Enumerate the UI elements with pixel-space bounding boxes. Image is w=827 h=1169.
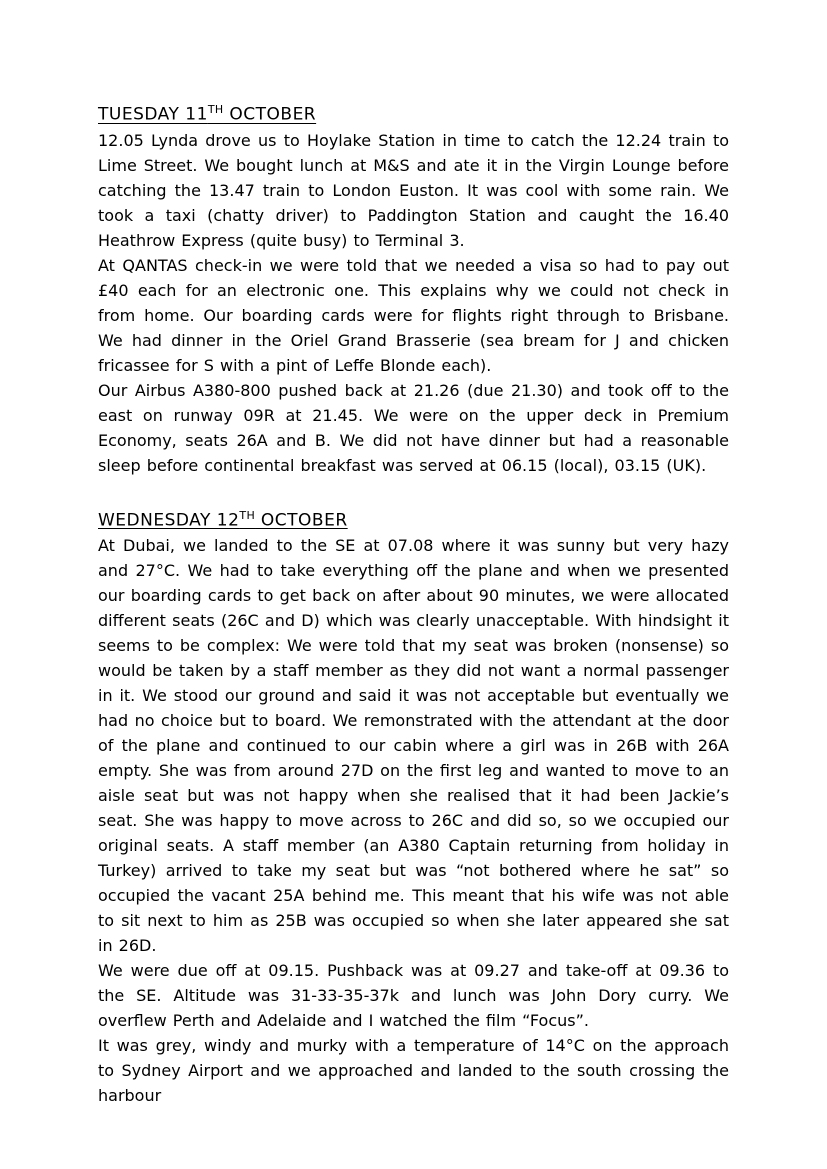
document-content xyxy=(98,97,729,1108)
heading-text-suffix: OCTOBER xyxy=(223,104,317,125)
heading-text-suffix: OCTOBER xyxy=(255,510,348,531)
heading-text-prefix: WEDNESDAY 12 xyxy=(98,510,240,531)
diary-section-tuesday xyxy=(98,97,729,478)
heading-text-prefix: TUESDAY 11 xyxy=(98,104,208,125)
diary-paragraph: Our Airbus A380-800 pushed back at 21.26 (due 21.30) and took off to the east on runway 09R at 21.45. We were on the upper deck in Premium Economy, seats 26A and B. We did not have dinner but had a reasonable sleep before continental breakfast was served at 06.15 (local), 03.15 (UK). xyxy=(98,380,729,475)
section-heading-wednesday xyxy=(98,503,729,534)
heading-ordinal: TH xyxy=(239,508,256,522)
diary-paragraph: 12.05 Lynda drove us to Hoylake Station in time to catch the 12.24 train to Lime Street. We bought lunch at M&S and ate it in the Virgin Lounge before catching the 13.47 train to London Euston. It was cool with some rain. We took a taxi (chatty driver) to Paddington Station and caught the 16.40 Heathrow Express (quite busy) to Terminal 3. xyxy=(98,130,729,250)
diary-paragraph: It was grey, windy and murky with a temperature of 14°C on the approach to Sydney Airport and we approached and landed to the south crossing the harbour xyxy=(98,1036,729,1106)
diary-paragraph: We were due off at 09.15. Pushback was at 09.27 and take-off at 09.36 to the SE. Altitude was 31-33-35-37k and lunch was John Dory curry. We overflew Perth and Adelaide and I watched the film “Focus”. xyxy=(98,961,729,1031)
diary-paragraph: At Dubai, we landed to the SE at 07.08 where it was sunny but very hazy and 27°C. We had to take everything off the plane and when we presented our boarding cards to get back on after about 90 minutes, we were allocated different seats (26C and D) which was clearly unacceptable. With hindsight it seems to be complex: We were told that my seat was broken (nonsense) so would be taken by a staff member as they did not want a normal passenger in it. We stood our ground and said it was not acceptable but eventually we had no choice but to board. We remonstrated with the attendant at the door of the plane and continued to our cabin where a girl was in 26B with 26A empty. She was from around 27D on the first leg and wanted to move to an aisle seat but was not happy when she realised that it had been Jackie’s seat. She was happy to move across to 26C and did so, so we occupied our original seats. A staff member (an A380 Captain returning from holiday in Turkey) arrived to take my seat but was “not bothered where he sat” so occupied the vacant 25A behind me. This meant that his wife was not able to sit next to him as 25B was occupied so when she later appeared she sat in 26D. xyxy=(98,536,729,956)
diary-section-wednesday xyxy=(98,503,729,1109)
heading-ordinal: TH xyxy=(207,103,224,116)
section-heading-tuesday xyxy=(98,97,729,128)
diary-paragraph: At QANTAS check-in we were told that we needed a visa so had to pay out £40 each for an electronic one. This explains why we could not check in from home. Our boarding cards were for flights right through to Brisbane. We had dinner in the Oriel Grand Brasserie (sea bream for J and chicken fricassee for S with a pint of Leffe Blonde each). xyxy=(98,255,729,375)
